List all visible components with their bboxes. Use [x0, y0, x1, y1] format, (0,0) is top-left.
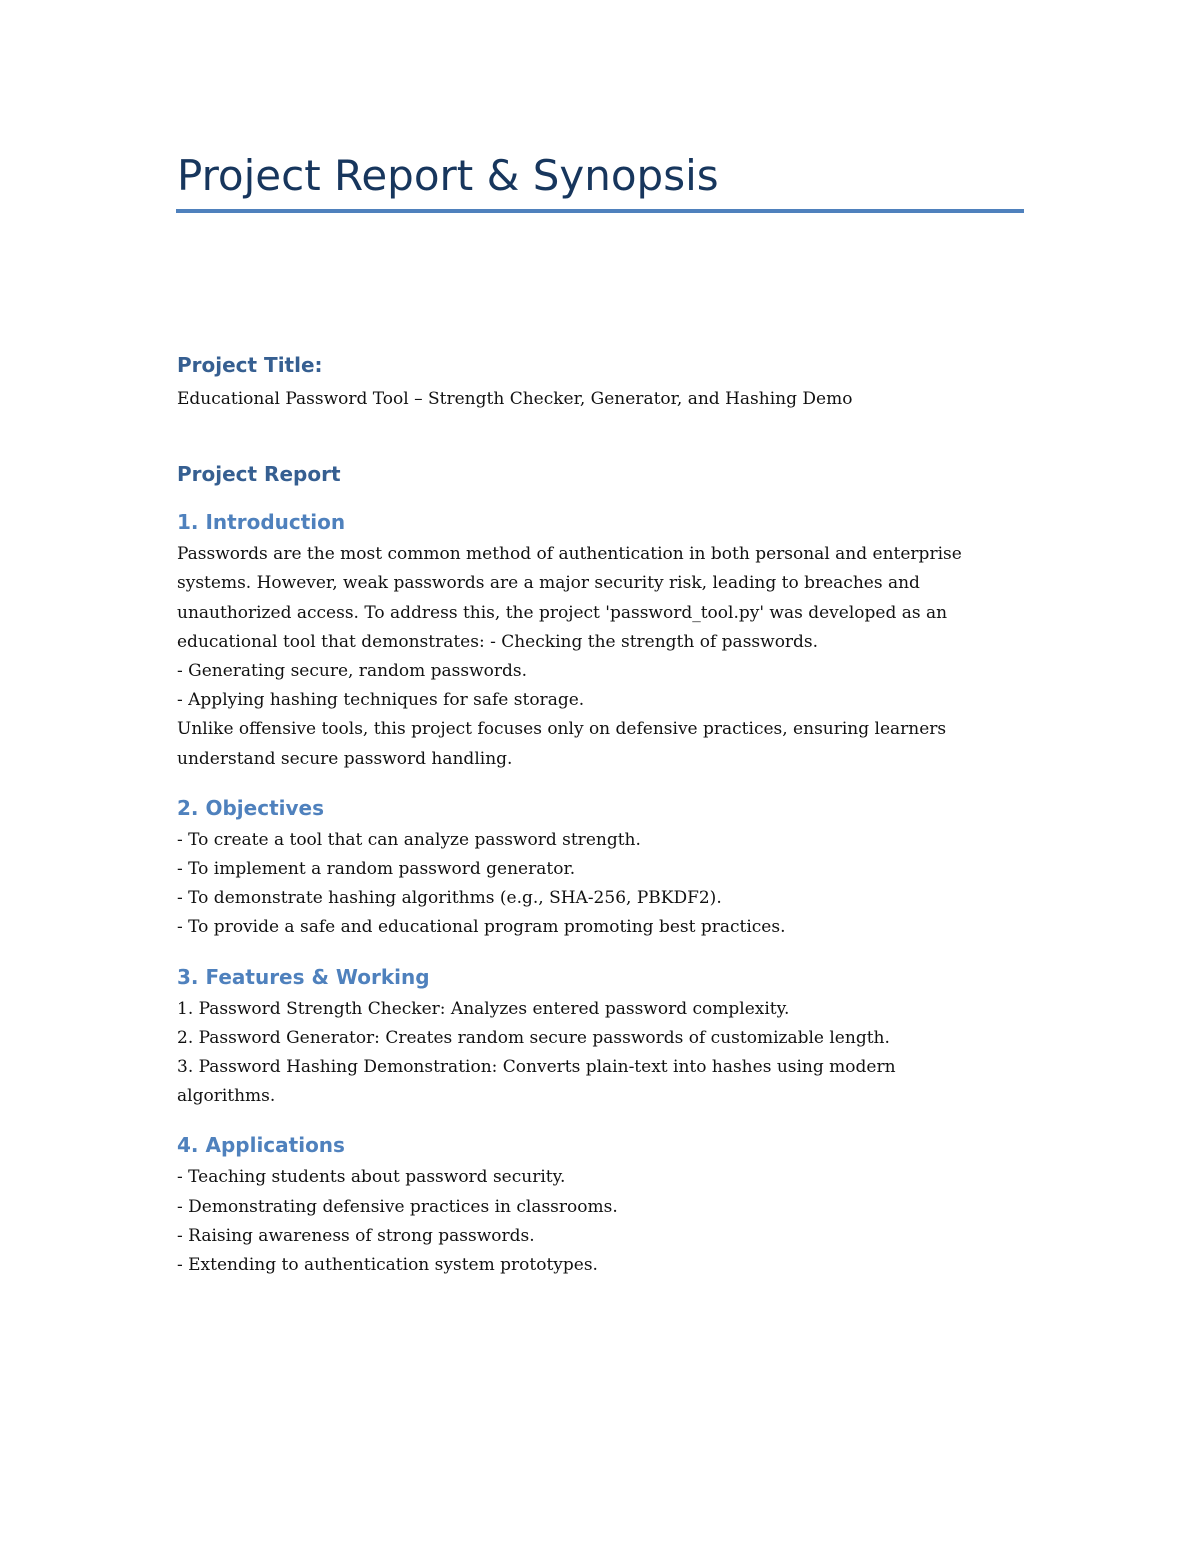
- section-heading: 3. Features & Working: [177, 964, 430, 989]
- list-item: algorithms.: [177, 1086, 276, 1107]
- paragraph-line: - Generating secure, random passwords.: [177, 661, 528, 682]
- section-list: [177, 995, 1037, 1112]
- list-item: - To provide a safe and educational program promoting best practices.: [177, 917, 786, 938]
- section-objectives: [177, 793, 1037, 943]
- section-applications: [177, 1130, 1037, 1280]
- list-item: 2. Password Generator: Creates random secure passwords of customizable length.: [177, 1027, 890, 1048]
- project-title-heading: Project Title:: [177, 353, 323, 377]
- section-paragraph: [177, 540, 1037, 774]
- paragraph-line: understand secure password handling.: [177, 748, 513, 769]
- list-item: - To create a tool that can analyze password strength.: [177, 829, 641, 850]
- list-item: - Extending to authentication system prototypes.: [177, 1255, 598, 1276]
- list-item: 3. Password Hashing Demonstration: Converts plain-text into hashes using modern: [177, 1057, 896, 1078]
- list-item: - Raising awareness of strong passwords.: [177, 1225, 535, 1246]
- list-item: - To demonstrate hashing algorithms (e.g., SHA-256, PBKDF2).: [177, 888, 722, 909]
- section-heading: 4. Applications: [177, 1133, 345, 1158]
- paragraph-line: systems. However, weak passwords are a major security risk, leading to breaches and: [177, 573, 920, 594]
- section-heading: 1. Introduction: [177, 510, 346, 535]
- section-features-working: [177, 962, 1037, 1112]
- paragraph-line: educational tool that demonstrates: - Checking the strength of passwords.: [177, 631, 819, 652]
- paragraph-line: - Applying hashing techniques for safe storage.: [177, 690, 585, 711]
- project-title-text: [177, 385, 1037, 414]
- project-report-heading: Project Report: [177, 462, 341, 487]
- project-title-line: Educational Password Tool – Strength Checker, Generator, and Hashing Demo: [177, 389, 853, 409]
- section-introduction: [177, 507, 1037, 774]
- paragraph-line: Unlike offensive tools, this project focuses only on defensive practices, ensuring learners: [177, 719, 947, 740]
- section-heading: 2. Objectives: [177, 795, 324, 820]
- document-body: [177, 350, 1037, 1280]
- list-item: - Demonstrating defensive practices in classrooms.: [177, 1196, 618, 1217]
- section-list: [177, 1163, 1037, 1280]
- list-item: - To implement a random password generator.: [177, 859, 576, 880]
- list-item: - Teaching students about password security.: [177, 1167, 566, 1188]
- document-title: Project Report & Synopsis: [177, 151, 719, 200]
- paragraph-line: unauthorized access. To address this, the project 'password_tool.py' was developed as an: [177, 602, 948, 623]
- section-list: [177, 826, 1037, 943]
- title-underline-rule: [176, 209, 1024, 213]
- paragraph-line: Passwords are the most common method of authentication in both personal and enterprise: [177, 544, 962, 565]
- list-item: 1. Password Strength Checker: Analyzes entered password complexity.: [177, 998, 790, 1019]
